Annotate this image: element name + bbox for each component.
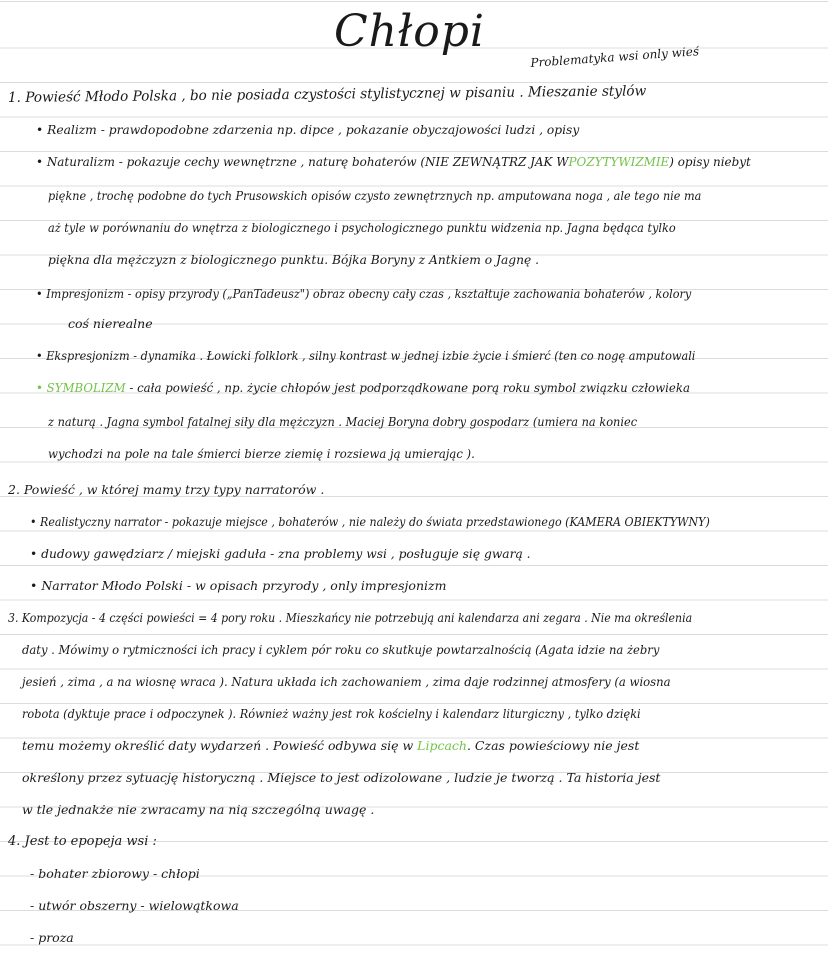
- symbolizm-highlight: • SYMBOLIZM: [36, 380, 126, 395]
- section3-line-4: robota (dyktuje prace i odpoczynek ). Również ważny jest rok kościelny i kalendarz liturgiczny , tylko dzięki: [22, 706, 641, 721]
- naturalizm-highlight: POZYTYWIZMIE: [568, 154, 670, 169]
- section3-text-a: temu możemy określić daty wydarzeń . Powieść odbywa się w: [22, 738, 414, 753]
- section4-heading: 4. Jest to epopeja wsi :: [8, 834, 157, 849]
- narrator-item-3: • Narrator Młodo Polski - w opisach przyrody , only impresjonizm: [30, 578, 447, 593]
- symbolizm-line-2: z naturą . Jagna symbol fatalnej siły dla mężczyzn . Maciej Boryna dobry gospodarz (umiera na koniec: [48, 414, 638, 429]
- naturalizm-text-a: • Naturalizm - pokazuje cechy wewnętrzne , naturę bohaterów (NIE ZEWNĄTRZ JAK W: [36, 154, 569, 169]
- symbolizm-text: - cała powieść , np. życie chłopów jest podporządkowane porą roku symbol związku człowieka: [125, 380, 691, 395]
- epopeja-item-2: - utwór obszerny - wielowątkowa: [30, 898, 239, 913]
- naturalizm-line-4: piękna dla mężczyzn z biologicznego punktu. Bójka Boryny z Antkiem o Jagnę .: [48, 252, 540, 267]
- section3-line-7: w tle jednakże nie zwracamy na nią szczególną uwagę .: [22, 802, 375, 817]
- impresjonizm-line-1: • Impresjonizm - opisy przyrody („PanTadeusz") obraz obecny cały czas , kształtuje zachowania bohaterów , kolory: [36, 286, 692, 301]
- symbolizm-line-3: wychodzi na pole na tale śmierci bierze ziemię i rozsiewa ją umierając ).: [48, 446, 475, 461]
- naturalizm-text-b: ) opisy niebyt: [669, 154, 751, 169]
- page-title: Chłopi: [334, 6, 485, 57]
- realizm-line: • Realizm - prawdopodobne zdarzenia np. dipce , pokazanie obyczajowości ludzi , opisy: [36, 122, 580, 137]
- naturalizm-line-1: [36, 154, 751, 170]
- section3-line-6: określony przez sytuację historyczną . Miejsce to jest odizolowane , ludzie je tworzą . Ta historia jest: [22, 770, 661, 785]
- epopeja-item-3: - proza: [30, 930, 74, 945]
- section1-heading: 1. Powieść Młodo Polska , bo nie posiada czystości stylistycznej w pisaniu . Mieszanie stylów: [7, 83, 647, 106]
- section3-line-5: [22, 738, 639, 754]
- epopeja-item-1: - bohater zbiorowy - chłopi: [30, 866, 200, 881]
- section3-text-b: . Czas powieściowy nie jest: [466, 738, 640, 753]
- section3-line-1: 3. Kompozycja - 4 części powieści = 4 pory roku . Mieszkańcy nie potrzebują ani kalendarza ani zegara . Nie ma określenia: [8, 610, 693, 625]
- symbolizm-line-1: [36, 380, 690, 396]
- section3-line-3: jesień , zima , a na wiosnę wraca ). Natura układa ich zachowaniem , zima daje rodzinnej atmosfery (a wiosna: [22, 674, 671, 689]
- narrator-item-1: • Realistyczny narrator - pokazuje miejsce , bohaterów , nie należy do świata przedstawionego (KAMERA OBIEKTYWNY): [30, 514, 710, 529]
- narrator-item-2: • dudowy gawędziarz / miejski gaduła - zna problemy wsi , posługuje się gwarą .: [30, 546, 531, 561]
- ekspresjonizm-line: • Ekspresjonizm - dynamika . Łowicki folklork , silny kontrast w jednej izbie życie i śmierć (ten co nogę amputowali: [36, 348, 696, 363]
- impresjonizm-line-2: coś nierealne: [68, 316, 153, 331]
- lipce-highlight: Lipcach: [417, 738, 467, 753]
- naturalizm-line-2: piękne , trochę podobne do tych Prusowskich opisów czysto zewnętrznych np. amputowana noga , ale tego nie ma: [48, 188, 702, 203]
- section3-line-2: daty . Mówimy o rytmiczności ich pracy i cyklem pór roku co skutkuje powtarzalnością (Agata idzie na żebry: [22, 642, 660, 657]
- section2-heading: 2. Powieść , w której mamy trzy typy narratorów .: [8, 482, 325, 497]
- page-subtitle: Problematyka wsi only wieś: [530, 44, 700, 70]
- naturalizm-line-3: aż tyle w porównaniu do wnętrza z biologicznego i psychologicznego punktu widzenia np. Jagna będąca tylko: [48, 220, 676, 235]
